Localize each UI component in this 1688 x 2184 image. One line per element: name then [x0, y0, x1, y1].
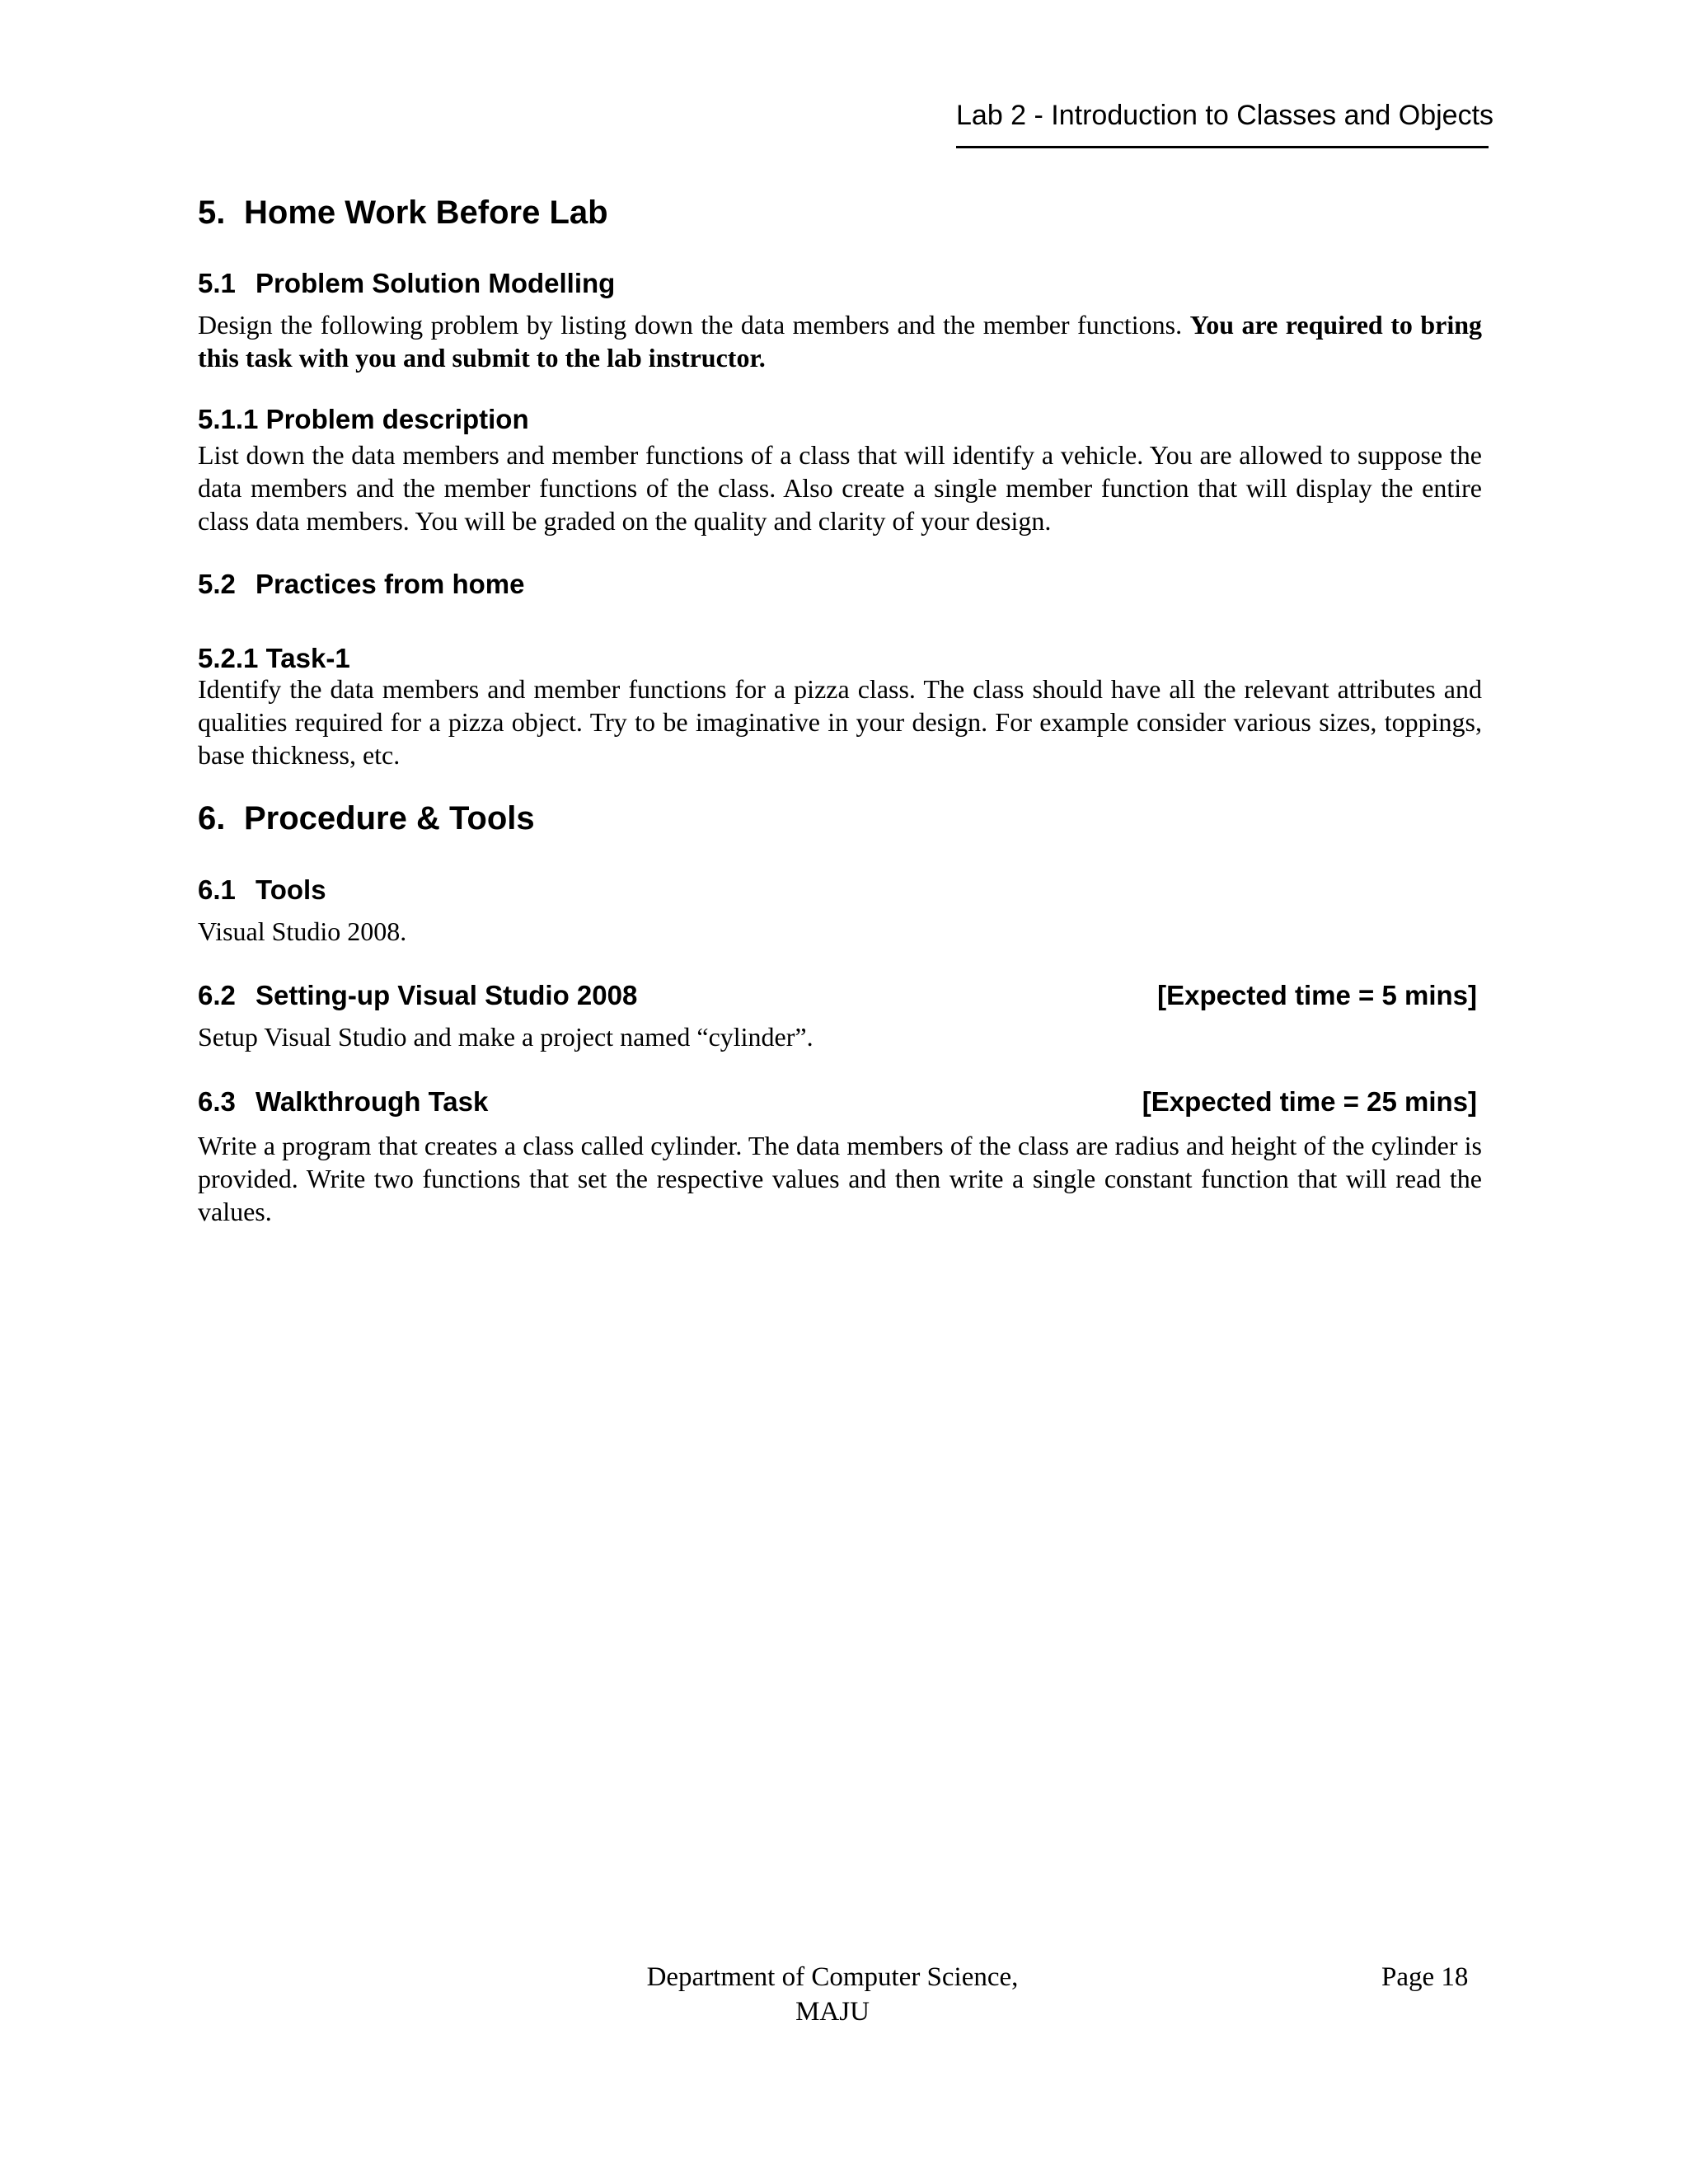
section-number: 5.1 [198, 268, 236, 298]
section-title: Tools [256, 874, 326, 905]
section-number: 5.2 [198, 569, 236, 599]
section-5-1-1-heading: 5.1.1 Problem description [198, 404, 529, 434]
section-6-heading [198, 800, 535, 837]
expected-time: [Expected time = 25 mins] [1142, 1086, 1477, 1117]
section-number: 6.1 [198, 874, 236, 905]
section-5-1-paragraph [198, 308, 1482, 374]
section-5-heading [198, 194, 608, 232]
section-title: Walkthrough Task [256, 1086, 489, 1117]
paragraph-bold-text: You are required to bring this task with you and submit to the lab instructor. [198, 310, 1483, 373]
expected-time: [Expected time = 5 mins] [1157, 980, 1477, 1010]
footer-department-line2: MAJU [795, 1997, 870, 2027]
section-number: 6. [198, 800, 226, 837]
footer-department-line1: Department of Computer Science, [646, 1962, 1019, 1992]
section-6-3-heading [198, 1086, 1477, 1118]
section-6-1-heading [198, 874, 326, 906]
section-5-1-heading [198, 268, 615, 299]
section-number: 6.3 [198, 1086, 236, 1117]
section-title: Practices from home [256, 569, 525, 599]
section-title: Home Work Before Lab [244, 194, 608, 231]
section-title: Setting-up Visual Studio 2008 [256, 980, 638, 1010]
section-6-2-paragraph: Setup Visual Studio and make a project named “cylinder”. [198, 1022, 814, 1052]
section-5-2-1-heading: 5.2.1 Task-1 [198, 643, 350, 673]
section-number: 6.2 [198, 980, 236, 1010]
paragraph-text: Design the following problem by listing down the data members and the member functions. [198, 310, 1183, 340]
section-title: Procedure & Tools [244, 800, 535, 837]
running-header [956, 96, 1494, 148]
section-5-2-1-paragraph: Identify the data members and member functions for a pizza class. The class should have all the relevant attributes and qualities required for a pizza object. Try to be imaginative in your design. For example consider various sizes, toppings, base thickness, etc. [198, 674, 1482, 770]
section-number: 5. [198, 194, 226, 231]
section-6-2-heading [198, 980, 1477, 1011]
footer-page-number: Page 18 [1381, 1962, 1469, 1992]
footer-department [610, 1960, 1055, 2029]
section-5-2-heading [198, 569, 524, 600]
section-6-3-paragraph: Write a program that creates a class called cylinder. The data members of the class are radius and height of the cylinder is provided. Write two functions that set the respective values and then write a single constant function that will read the values. [198, 1131, 1482, 1226]
section-6-1-paragraph: Visual Studio 2008. [198, 916, 407, 946]
section-title: Problem Solution Modelling [256, 268, 616, 298]
section-5-1-1-paragraph: List down the data members and member functions of a class that will identify a vehicle. You are allowed to suppose the data members and the member functions of the class. Also create a single member function that will display the entire class data members. You will be graded on the quality and clarity of your design. [198, 440, 1482, 536]
running-header-title: Lab 2 - Introduction to Classes and Objects [956, 100, 1494, 131]
